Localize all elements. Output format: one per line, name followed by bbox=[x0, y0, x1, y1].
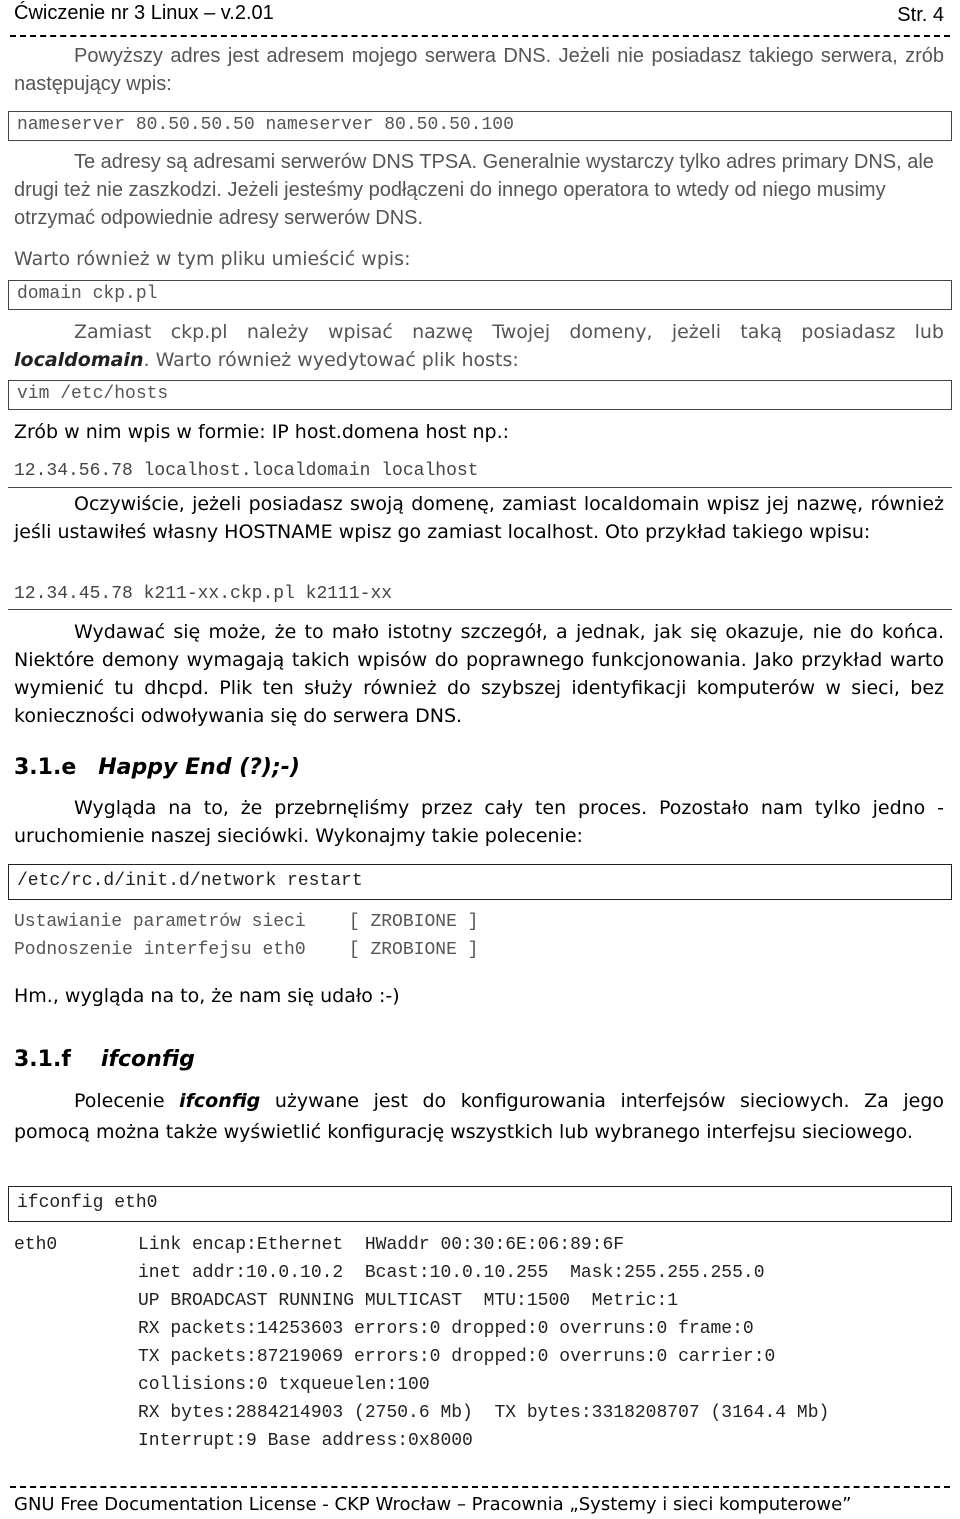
ifconfig-line: RX packets:14253603 errors:0 dropped:0 overruns:0 frame:0 bbox=[138, 1319, 754, 1339]
paragraph-own-domain: Oczywiście, jeżeli posiadasz swoją domenę, zamiast localdomain wpisz jej nazwę, również jeśli ustawiłeś własny HOSTNAME wpisz go zamiast localhost. Oto przykład takiego wpisu: bbox=[14, 493, 944, 543]
paragraph-dns-intro: Powyższy adres jest adresem mojego serwera DNS. Jeżeli nie posiadasz takiego serwera, zrób następujący wpis: bbox=[14, 45, 944, 95]
paragraph-restart: Wygląda na to, że przebrnęliśmy przez cały ten proces. Pozostało nam tylko jedno - uruchomienie naszej sieciówki. Wykonajmy takie polecenie: bbox=[14, 797, 944, 847]
footer-divider bbox=[10, 1486, 950, 1488]
ifconfig-line: inet addr:10.0.10.2 Bcast:10.0.10.255 Mask:255.255.255.0 bbox=[138, 1263, 765, 1283]
output-line-eth0: Podnoszenie interfejsu eth0 [ ZROBIONE ] bbox=[14, 940, 479, 960]
ifconfig-line: RX bytes:2884214903 (2750.6 Mb) TX bytes:3318208707 (3164.4 Mb) bbox=[138, 1403, 830, 1423]
page-number: Str. 4 bbox=[897, 4, 944, 26]
code-domain: domain ckp.pl bbox=[17, 284, 158, 304]
paragraph-ifconfig-desc: Polecenie ifconfig używane jest do konfigurowania interfejsów sieciowych. Za jego pomocą można także wyświetlić konfigurację wszystkich lub wybranego interfejsu sieciowego. bbox=[14, 1090, 944, 1143]
ifconfig-line: Link encap:Ethernet HWaddr 00:30:6E:06:89:6F bbox=[138, 1235, 625, 1255]
page-footer: GNU Free Documentation License - CKP Wrocław – Pracownia „Systemy i sieci komputerowe” bbox=[14, 1494, 852, 1515]
code-ifconfig-eth0: ifconfig eth0 bbox=[17, 1193, 158, 1213]
page-header-title: Ćwiczenie nr 3 Linux – v.2.01 bbox=[14, 2, 274, 24]
code-box-network-restart bbox=[8, 864, 952, 900]
code-underline-1 bbox=[8, 487, 952, 488]
ifconfig-line: TX packets:87219069 errors:0 dropped:0 overruns:0 carrier:0 bbox=[138, 1347, 776, 1367]
code-box-ifconfig bbox=[8, 1186, 952, 1222]
code-nameserver: nameserver 80.50.50.50 nameserver 80.50.50.100 bbox=[17, 115, 514, 135]
code-vim-hosts: vim /etc/hosts bbox=[17, 384, 169, 404]
code-hosts-example: 12.34.45.78 k211-xx.ckp.pl k2111-xx bbox=[14, 584, 393, 604]
paragraph-dns-servers: Te adresy są adresami serwerów DNS TPSA. Generalnie wystarczy tylko adres primary DNS, ale drugi też nie zaszkodzi. Jeżeli jesteśmy podłączeni do innego operatora to wtedy od niego musimy otrzymać odpowiednie adresy serwerów DNS. bbox=[14, 151, 934, 229]
output-line-network: Ustawianie parametrów sieci [ ZROBIONE ] bbox=[14, 912, 479, 932]
section-heading-happy-end: 3.1.e Happy End (?);-) bbox=[14, 755, 300, 780]
code-network-restart: /etc/rc.d/init.d/network restart bbox=[17, 871, 363, 891]
code-hosts-localhost: 12.34.56.78 localhost.localdomain localhost bbox=[14, 461, 479, 481]
code-box-nameserver bbox=[8, 111, 952, 141]
paragraph-success: Hm., wygląda na to, że nam się udało :-) bbox=[14, 985, 400, 1007]
paragraph-hosts-entry: Zrób w nim wpis w formie: IP host.domena host np.: bbox=[14, 421, 510, 443]
ifconfig-line: collisions:0 txqueuelen:100 bbox=[138, 1375, 430, 1395]
code-box-domain bbox=[8, 280, 952, 310]
paragraph-hosts-importance: Wydawać się może, że to mało istotny szczegół, a jednak, jak się okazuje, nie do końca. Niektóre demony wymagają takich wpisów do poprawnego funkcjonowania. Jako przykład warto wymienić tu dhcpd. Plik ten służy również do szybszej identyfikacji komputerów w sieci, bez konieczności odwoływania się do serwera DNS. bbox=[14, 621, 944, 727]
header-divider bbox=[10, 35, 950, 37]
paragraph-domain-replace: Zamiast ckp.pl należy wpisać nazwę Twojej domeny, jeżeli taką posiadasz lub localdomain. Warto również wyedytować plik hosts: bbox=[14, 321, 944, 371]
section-heading-ifconfig: 3.1.f ifconfig bbox=[14, 1047, 195, 1072]
ifconfig-interface-name: eth0 bbox=[14, 1235, 58, 1255]
ifconfig-line: Interrupt:9 Base address:0x8000 bbox=[138, 1431, 473, 1451]
code-box-vim-hosts bbox=[8, 380, 952, 410]
code-underline-2 bbox=[8, 609, 952, 610]
ifconfig-line: UP BROADCAST RUNNING MULTICAST MTU:1500 Metric:1 bbox=[138, 1291, 679, 1311]
paragraph-domain-hint: Warto również w tym pliku umieścić wpis: bbox=[14, 248, 411, 270]
